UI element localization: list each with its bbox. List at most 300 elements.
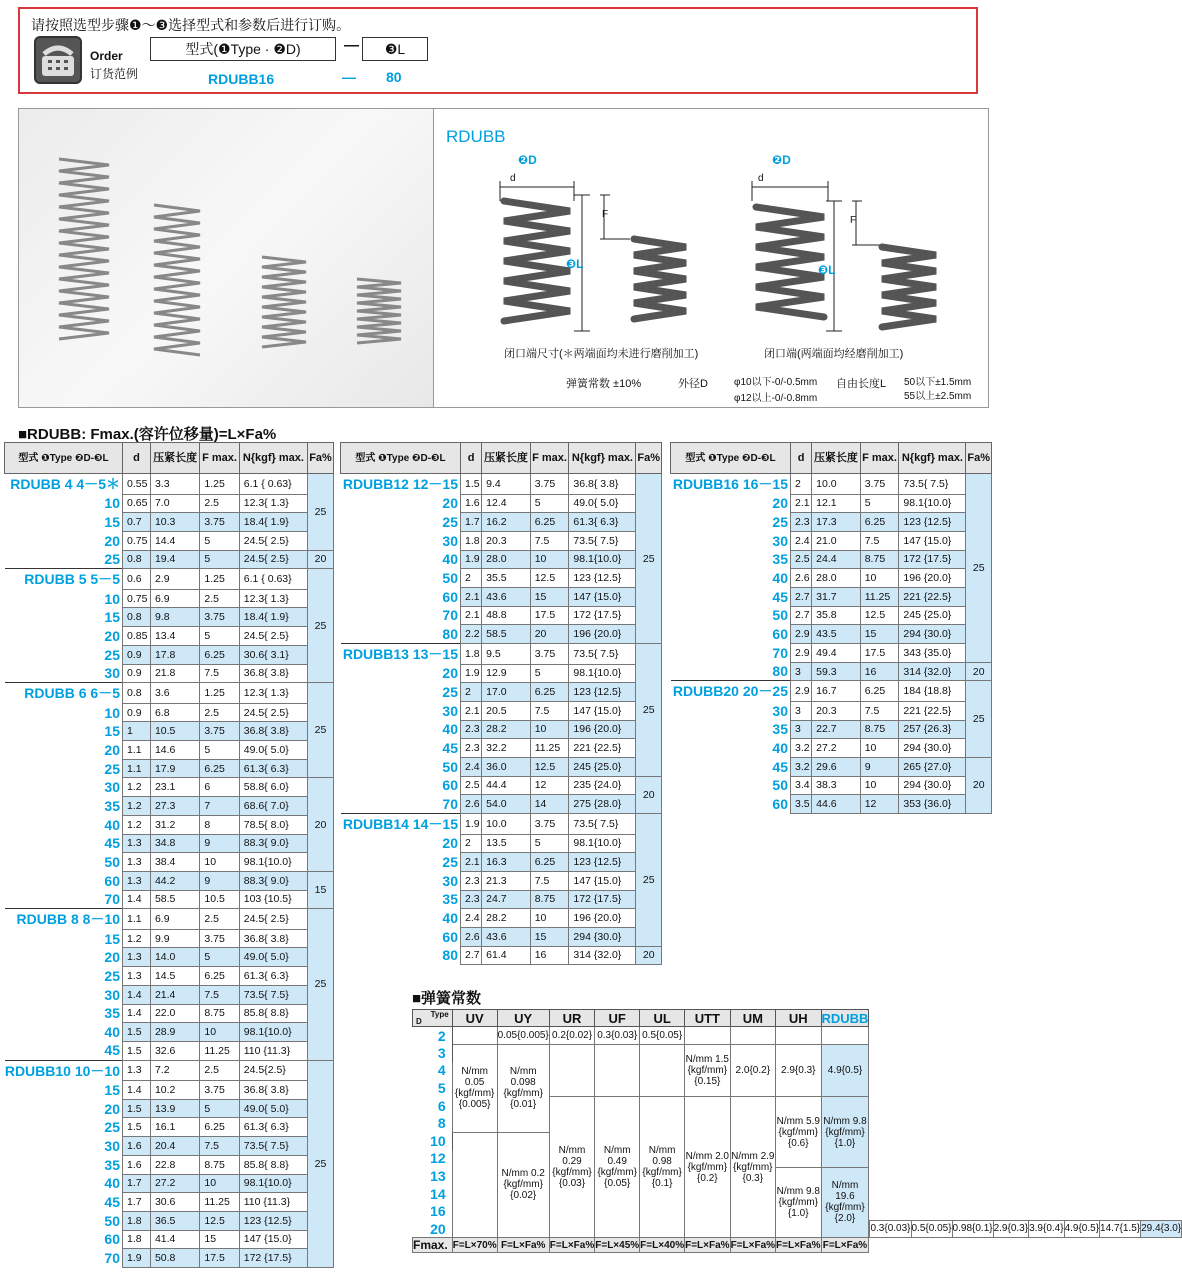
type-cell: RDUBB 4 4－5＊ [5, 474, 123, 495]
value-cell: 2.7 [461, 946, 482, 965]
value-cell: 6.25 [860, 681, 899, 702]
type-cell: 25 [104, 1119, 120, 1136]
table-row [341, 474, 662, 495]
value-cell: 0.7 [123, 513, 151, 532]
table-row [5, 1249, 334, 1268]
type-cell: RDUBB14 14－15 [341, 814, 461, 835]
value-cell: 3.75 [530, 814, 569, 835]
value-cell: 2.3 [461, 720, 482, 739]
value-cell: 1.5 [461, 474, 482, 495]
value-cell: 1.3 [123, 1060, 151, 1081]
type-cell: 30 [772, 702, 788, 719]
value-cell: 1.6 [123, 1155, 151, 1174]
value-cell: 9.8 [150, 608, 199, 627]
value-cell: 17.0 [482, 683, 531, 702]
type-cell: 40 [772, 740, 788, 757]
value-cell: 28.0 [812, 569, 861, 588]
table-row [341, 644, 662, 665]
value-cell: 78.5{ 8.0} [239, 815, 307, 834]
table-row [341, 757, 662, 776]
type-cell: 80 [442, 947, 458, 964]
spec-table [340, 442, 662, 965]
value-cell: 85.8{ 8.8} [239, 1004, 307, 1023]
order-dash: — [344, 37, 359, 54]
type-cell: 40 [104, 816, 120, 833]
value-cell: 41.4 [150, 1230, 199, 1249]
type-cell: 20 [772, 495, 788, 512]
th-n: N{kgf} max. [899, 443, 966, 474]
value-cell: 21.8 [150, 664, 199, 683]
value-cell: 24.5{2.5} [239, 1060, 307, 1081]
table-row [5, 834, 334, 853]
value-cell: 221 {22.5} [899, 701, 966, 720]
value-cell: 23.1 [150, 778, 199, 797]
fa-cell: 20 [636, 776, 662, 813]
value-cell: 6.25 [530, 513, 569, 532]
value-cell: 32.2 [482, 739, 531, 758]
type-cell: RDUBB 6 6－5 [5, 683, 123, 704]
th-type: 型式 ❶Type ❷D-❸L [341, 443, 461, 474]
type-cell: 20 [442, 665, 458, 682]
value-cell: 147 {15.0} [569, 701, 636, 720]
dimension-diagram [434, 108, 989, 408]
spec-od-tol1: φ10以下-0/-0.5mm [734, 377, 818, 388]
cell-ul-b: 2.9{0.3} [993, 1220, 1028, 1238]
value-cell: 16.2 [482, 513, 531, 532]
value-cell: 2.5 [200, 1060, 239, 1081]
type-cell: 30 [104, 665, 120, 682]
cell-rd-2: N/mm 9.8 {kgf/mm} {1.0} [821, 1097, 869, 1167]
th-d: d [461, 443, 482, 474]
value-cell: 2.3 [461, 739, 482, 758]
value-cell: 1.4 [123, 1081, 151, 1100]
value-cell: 1.4 [123, 890, 151, 909]
value-cell: 2.5 [791, 550, 812, 569]
table-row [5, 531, 334, 550]
value-cell: 6.25 [530, 853, 569, 872]
spring-drawing [434, 109, 989, 409]
cell-uh-1: 2.9{0.3} [776, 1044, 821, 1097]
value-cell: 58.8{ 6.0} [239, 778, 307, 797]
cell-uy-b: 0.3{0.03} [870, 1220, 911, 1238]
value-cell: 1.9 [461, 664, 482, 683]
value-cell: 147 {15.0} [569, 871, 636, 890]
value-cell: 2 [461, 683, 482, 702]
table-row [5, 1174, 334, 1193]
table-row [5, 909, 334, 930]
table-row [341, 814, 662, 835]
type-cell: 30 [104, 779, 120, 796]
value-cell: 3.6 [150, 683, 199, 704]
value-cell: 1.7 [123, 1193, 151, 1212]
value-cell: 21.3 [482, 871, 531, 890]
value-cell: 10.5 [150, 722, 199, 741]
value-cell: 2.9 [791, 644, 812, 663]
product-photo [18, 108, 434, 408]
table-row [5, 494, 334, 513]
f-label-left: F [602, 209, 609, 220]
th-type: 型式 ❶Type ❷D-❸L [5, 443, 123, 474]
col-um: UM [730, 1010, 775, 1027]
spec-len-tol2: 55以上±2.5mm [904, 391, 972, 402]
value-cell: 6.25 [200, 967, 239, 986]
type-cell: 30 [442, 872, 458, 889]
table-row [5, 871, 334, 890]
value-cell: 5 [200, 550, 239, 569]
cell-ul: N/mm 0.98 {kgf/mm} {0.1} [640, 1097, 685, 1238]
value-cell: 7.5 [200, 1137, 239, 1156]
order-label-cn: 订货范例 [90, 67, 139, 81]
value-cell: 1 [123, 722, 151, 741]
value-cell: 1.8 [123, 1211, 151, 1230]
value-cell: 24.7 [482, 890, 531, 909]
value-cell: 24.5{ 2.5} [239, 550, 307, 569]
type-cell: 45 [104, 835, 120, 852]
table-row [5, 550, 334, 569]
l-label-right: ❸L [818, 263, 836, 277]
type-cell: 50 [772, 777, 788, 794]
value-cell: 353 {36.0} [899, 795, 966, 814]
table-row [671, 587, 992, 606]
value-cell: 7.5 [860, 531, 899, 550]
value-cell: 6.25 [200, 645, 239, 664]
value-cell: 1.9 [461, 550, 482, 569]
table-row [671, 757, 992, 776]
spec-table [4, 442, 334, 1268]
order-example-box [18, 7, 978, 94]
table-row [341, 683, 662, 702]
value-cell: 9 [200, 871, 239, 890]
value-cell: 147 {15.0} [569, 587, 636, 606]
value-cell: 12.4 [482, 494, 531, 513]
type-cell: RDUBB 8 8－10 [5, 909, 123, 930]
value-cell: 24.5{ 2.5} [239, 909, 307, 930]
fa-cell: 25 [966, 681, 992, 758]
value-cell: 3.75 [200, 929, 239, 948]
order-instruction: 请按照选型步骤❶～❸选择型式和参数后进行订购。 [31, 17, 351, 33]
value-cell: 2.3 [461, 871, 482, 890]
value-cell: 35.8 [812, 606, 861, 625]
th-n: N{kgf} max. [239, 443, 307, 474]
fa-cell: 25 [966, 474, 992, 663]
d-value: 10 [413, 1132, 453, 1150]
value-cell: 15 [530, 927, 569, 946]
value-cell: 1.3 [123, 853, 151, 872]
table-row [671, 795, 992, 814]
table-row [671, 625, 992, 644]
l-label-left: ❸L [566, 257, 584, 271]
value-cell: 58.5 [482, 625, 531, 644]
type-cell: RDUBB 5 5－5 [5, 569, 123, 590]
type-cell: 20 [104, 741, 120, 758]
value-cell: 73.5{ 7.5} [569, 531, 636, 550]
cell-um-2: N/mm 2.9 {kgf/mm} {0.3} [730, 1097, 775, 1238]
value-cell: 20.3 [482, 531, 531, 550]
type-cell: 50 [442, 758, 458, 775]
value-cell: 8.75 [860, 720, 899, 739]
value-cell: 12.3{ 1.3} [239, 683, 307, 704]
value-cell: 61.4 [482, 946, 531, 965]
value-cell: 10.5 [200, 890, 239, 909]
type-cell: 25 [772, 514, 788, 531]
cell-rd-1: 4.9{0.5} [821, 1044, 869, 1097]
value-cell: 5 [530, 834, 569, 853]
value-cell: 0.8 [123, 608, 151, 627]
cell-uy-1: N/mm 0.098 {kgf/mm} {0.01} [497, 1044, 549, 1132]
value-cell: 14.5 [150, 967, 199, 986]
value-cell: 3.2 [791, 757, 812, 776]
type-cell: 20 [104, 627, 120, 644]
phone-order-icon [34, 36, 82, 84]
type-cell: 40 [104, 1024, 120, 1041]
value-cell: 5 [200, 1099, 239, 1118]
value-cell: 16 [860, 662, 899, 681]
table-row [341, 550, 662, 569]
value-cell: 2.5 [461, 776, 482, 795]
value-cell: 38.3 [812, 776, 861, 795]
type-cell: 25 [442, 514, 458, 531]
value-cell: 275 {28.0} [569, 795, 636, 814]
type-cell: 60 [104, 872, 120, 889]
caption-right: 闭口端(两端面均经磨削加工) [764, 348, 904, 360]
value-cell: 20.3 [812, 701, 861, 720]
value-cell: 123 {12.5} [569, 569, 636, 588]
th-f: F max. [200, 443, 239, 474]
table-row [671, 550, 992, 569]
fmax-cell: F=L×Fa% [497, 1238, 549, 1253]
type-cell: RDUBB13 13－15 [341, 644, 461, 665]
table-row [341, 625, 662, 644]
value-cell: 18.4{ 1.9} [239, 513, 307, 532]
type-cell: 45 [772, 588, 788, 605]
value-cell: 14.6 [150, 741, 199, 760]
fa-cell: 20 [966, 662, 992, 681]
value-cell: 44.4 [482, 776, 531, 795]
value-cell: 68.6{ 7.0} [239, 797, 307, 816]
value-cell: 43.6 [482, 587, 531, 606]
table-row [671, 720, 992, 739]
value-cell: 3.4 [791, 776, 812, 795]
type-cell: 70 [772, 644, 788, 661]
value-cell: 27.3 [150, 797, 199, 816]
d-label-right: ❷D [772, 153, 791, 167]
table-row [5, 929, 334, 948]
value-cell: 1.8 [123, 1230, 151, 1249]
value-cell: 1.6 [123, 1137, 151, 1156]
fmax-cell: F=L×Fa% [549, 1239, 595, 1251]
th-type: 型式 ❶Type ❷D-❸L [671, 443, 791, 474]
value-cell: 61.3{ 6.3} [569, 513, 636, 532]
type-cell: 45 [104, 1042, 120, 1059]
type-cell: 70 [442, 795, 458, 812]
spec-table [670, 442, 992, 814]
wire-d-right: d [758, 173, 764, 184]
col-ul: UL [640, 1010, 685, 1027]
value-cell: 9.5 [482, 644, 531, 665]
value-cell: 1.25 [200, 569, 239, 590]
type-cell: 25 [104, 967, 120, 984]
value-cell: 49.4 [812, 644, 861, 663]
value-cell: 110 {11.3} [239, 1041, 307, 1060]
type-cell: 35 [442, 891, 458, 908]
value-cell: 294 {30.0} [899, 739, 966, 758]
value-cell: 8.75 [200, 1004, 239, 1023]
table-row [341, 890, 662, 909]
value-cell: 17.5 [860, 644, 899, 663]
type-cell: 20 [442, 495, 458, 512]
value-cell: 1.2 [123, 929, 151, 948]
d-value: 8 [413, 1114, 453, 1132]
table-row [671, 776, 992, 795]
value-cell: 235 {24.0} [569, 776, 636, 795]
type-cell: 60 [772, 626, 788, 643]
example-l: 80 [386, 69, 402, 85]
value-cell: 10 [200, 853, 239, 872]
th-n: N{kgf} max. [569, 443, 636, 474]
cell-uh-3: N/mm 9.8 {kgf/mm} {1.0} [776, 1167, 821, 1237]
type-cell: 50 [772, 607, 788, 624]
value-cell: 1.2 [123, 778, 151, 797]
type-cell: 20 [104, 1100, 120, 1117]
table-row [5, 797, 334, 816]
table-row [671, 474, 992, 495]
fmax-cell: F=L×Fa% [685, 1239, 730, 1251]
value-cell: 6.1 { 0.63} [239, 474, 307, 495]
th-d: d [791, 443, 812, 474]
fa-cell: 20 [308, 778, 334, 871]
value-cell: 2 [461, 834, 482, 853]
value-cell: 1.8 [461, 644, 482, 665]
table-row [5, 1137, 334, 1156]
value-cell: 5 [530, 494, 569, 513]
table-row [5, 683, 334, 704]
fmax-cell: F=L×Fa% [822, 1239, 868, 1251]
value-cell: 0.9 [123, 664, 151, 683]
cell-rd-b: 29.4{3.0} [1141, 1220, 1182, 1238]
value-cell: 6 [200, 778, 239, 797]
section-title: ■RDUBB: Fmax.(容许位移量)=L×Fa% [18, 426, 277, 443]
type-cell: 25 [442, 684, 458, 701]
value-cell: 24.5{ 2.5} [239, 627, 307, 646]
value-cell: 48.8 [482, 606, 531, 625]
table-row [5, 703, 334, 722]
fa-cell: 15 [308, 871, 334, 908]
value-cell: 7.2 [150, 1060, 199, 1081]
col-uv: UV [452, 1010, 497, 1027]
type-cell: 35 [772, 551, 788, 568]
table-row [341, 513, 662, 532]
value-cell: 36.0 [482, 757, 531, 776]
th-solid: 压紧长度 [150, 443, 199, 474]
type-cell: 70 [442, 607, 458, 624]
value-cell: 0.75 [123, 589, 151, 608]
table-row [5, 1004, 334, 1023]
value-cell: 49.0{ 5.0} [239, 741, 307, 760]
value-cell: 6.25 [200, 1118, 239, 1137]
value-cell: 20 [530, 625, 569, 644]
value-cell: 6.25 [860, 513, 899, 532]
value-cell: 5 [200, 741, 239, 760]
value-cell: 49.0{ 5.0} [239, 1099, 307, 1118]
table-row [341, 701, 662, 720]
value-cell: 0.8 [123, 683, 151, 704]
value-cell: 36.8{ 3.8} [239, 664, 307, 683]
value-cell: 196 {20.0} [899, 569, 966, 588]
value-cell: 1.3 [123, 871, 151, 890]
value-cell: 110 {11.3} [239, 1193, 307, 1212]
value-cell: 3.75 [860, 474, 899, 495]
value-cell: 3 [791, 720, 812, 739]
table-row [341, 664, 662, 683]
value-cell: 98.1{10.0} [899, 494, 966, 513]
value-cell: 1.3 [123, 967, 151, 986]
value-cell: 22.8 [150, 1155, 199, 1174]
type-cell: 15 [104, 609, 120, 626]
table-row [341, 606, 662, 625]
example-dash: — [342, 69, 356, 85]
value-cell: 7 [200, 797, 239, 816]
type-cell: 30 [104, 1137, 120, 1154]
value-cell: 16.3 [482, 853, 531, 872]
table-row [341, 494, 662, 513]
value-cell: 14 [530, 795, 569, 814]
value-cell: 2.1 [461, 853, 482, 872]
value-cell: 44.2 [150, 871, 199, 890]
example-type: RDUBB16 [208, 71, 275, 87]
value-cell: 2.1 [461, 587, 482, 606]
value-cell: 20.5 [482, 701, 531, 720]
value-cell: 21.0 [812, 531, 861, 550]
value-cell: 2.6 [461, 927, 482, 946]
type-cell: 40 [442, 721, 458, 738]
value-cell: 3.75 [200, 1081, 239, 1100]
cell-um-b: 4.9{0.5} [1064, 1220, 1099, 1238]
table-row [5, 722, 334, 741]
value-cell: 1.5 [123, 1041, 151, 1060]
value-cell: 3 [791, 701, 812, 720]
value-cell: 85.8{ 8.8} [239, 1155, 307, 1174]
fa-cell: 25 [636, 644, 662, 777]
value-cell: 12.3{ 1.3} [239, 494, 307, 513]
value-cell: 29.6 [812, 757, 861, 776]
type-cell: 45 [772, 758, 788, 775]
diagram-title: RDUBB [446, 127, 506, 146]
value-cell: 147 {15.0} [899, 531, 966, 550]
value-cell: 28.0 [482, 550, 531, 569]
table-row [341, 834, 662, 853]
table-row [5, 948, 334, 967]
d-value: 2 [413, 1027, 453, 1045]
table-row [5, 1230, 334, 1249]
value-cell: 14.4 [150, 531, 199, 550]
table-row [5, 608, 334, 627]
value-cell: 15 [860, 625, 899, 644]
value-cell: 7.5 [860, 701, 899, 720]
value-cell: 38.4 [150, 853, 199, 872]
table-row [5, 1023, 334, 1042]
value-cell: 2.2 [461, 625, 482, 644]
col-uy: UY [497, 1010, 549, 1027]
value-cell: 172 {17.5} [569, 890, 636, 909]
value-cell: 12.1 [812, 494, 861, 513]
value-cell: 36.5 [150, 1211, 199, 1230]
table-row [5, 967, 334, 986]
value-cell: 3.75 [530, 474, 569, 495]
value-cell: 7.5 [200, 985, 239, 1004]
value-cell: 147 {15.0} [239, 1230, 307, 1249]
table-row [5, 985, 334, 1004]
value-cell: 0.6 [123, 569, 151, 590]
